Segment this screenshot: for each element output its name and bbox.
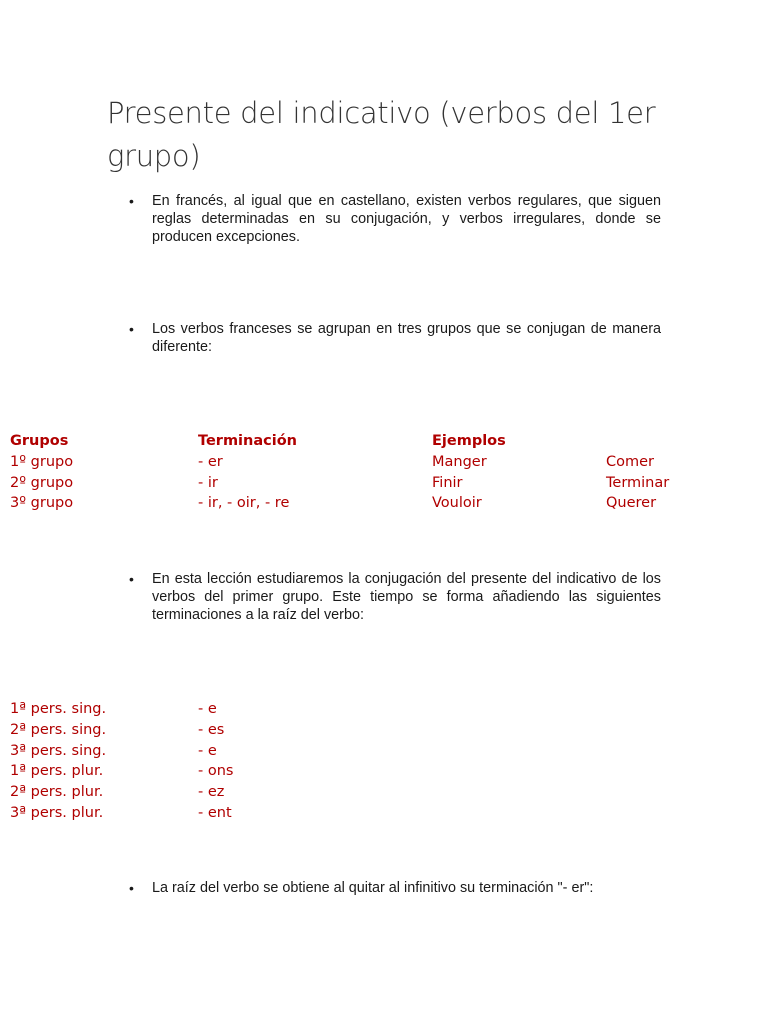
person-cell: 3ª pers. plur. <box>10 804 104 821</box>
person-cell: 1ª pers. plur. <box>10 763 104 780</box>
ending-cell: - ir <box>198 474 218 491</box>
spanish-translation-cell: Querer <box>606 495 657 512</box>
person-cell: 2ª pers. sing. <box>10 721 107 738</box>
header-terminacion: Terminación <box>198 433 297 449</box>
spanish-translation-cell: Comer <box>606 453 655 470</box>
bullet-dot: • <box>129 571 134 587</box>
ending-cell: - ez <box>198 784 225 801</box>
bullet-text: En francés, al igual que en castellano, existen verbos regulares, que siguen reglas determinadas en su conjugación, y verbos irregulares, donde se producen excepciones. <box>152 193 661 245</box>
bullet-text: En esta lección estudiaremos la conjugación del presente del indicativo de los verbos del primer grupo. Este tiempo se forma añadiendo las siguientes terminaciones a la raíz del verbo: <box>152 571 661 623</box>
french-example-cell: Vouloir <box>432 495 482 512</box>
ending-cell: - ir, - oir, - re <box>198 495 290 512</box>
bullet-text: Los verbos franceses se agrupan en tres grupos que se conjugan de manera diferente: <box>152 321 661 355</box>
ending-cell: - e <box>198 701 217 717</box>
ending-cell: - er <box>198 453 223 470</box>
bullet-item-this-lesson <box>129 570 661 624</box>
group-cell: 1º grupo <box>10 453 74 470</box>
ending-cell: - e <box>198 742 217 759</box>
french-example-cell: Manger <box>432 453 487 470</box>
person-cell: 3ª pers. sing. <box>10 742 107 759</box>
page-title: Presente del indicativo (verbos del 1er grupo) <box>107 96 656 173</box>
header-grupos: Grupos <box>10 433 69 449</box>
group-cell: 2º grupo <box>10 474 74 491</box>
ending-cell: - ons <box>198 763 234 780</box>
person-cell: 1ª pers. sing. <box>10 701 107 717</box>
bullet-text: La raíz del verbo se obtiene al quitar al infinitivo su terminación "- er": <box>152 880 594 896</box>
person-cell: 2ª pers. plur. <box>10 784 104 801</box>
group-cell: 3º grupo <box>10 495 74 512</box>
bullet-dot: • <box>129 193 134 209</box>
ending-cell: - es <box>198 721 225 738</box>
french-example-cell: Finir <box>432 474 463 491</box>
bullet-item-three-groups <box>129 320 661 356</box>
bullet-dot: • <box>129 321 134 337</box>
bullet-item-verb-root <box>129 879 661 897</box>
bullet-item-regular-verbs <box>129 192 661 246</box>
spanish-translation-cell: Terminar <box>606 474 670 491</box>
ending-cell: - ent <box>198 804 232 821</box>
header-ejemplos: Ejemplos <box>432 433 506 449</box>
bullet-dot: • <box>129 880 134 896</box>
